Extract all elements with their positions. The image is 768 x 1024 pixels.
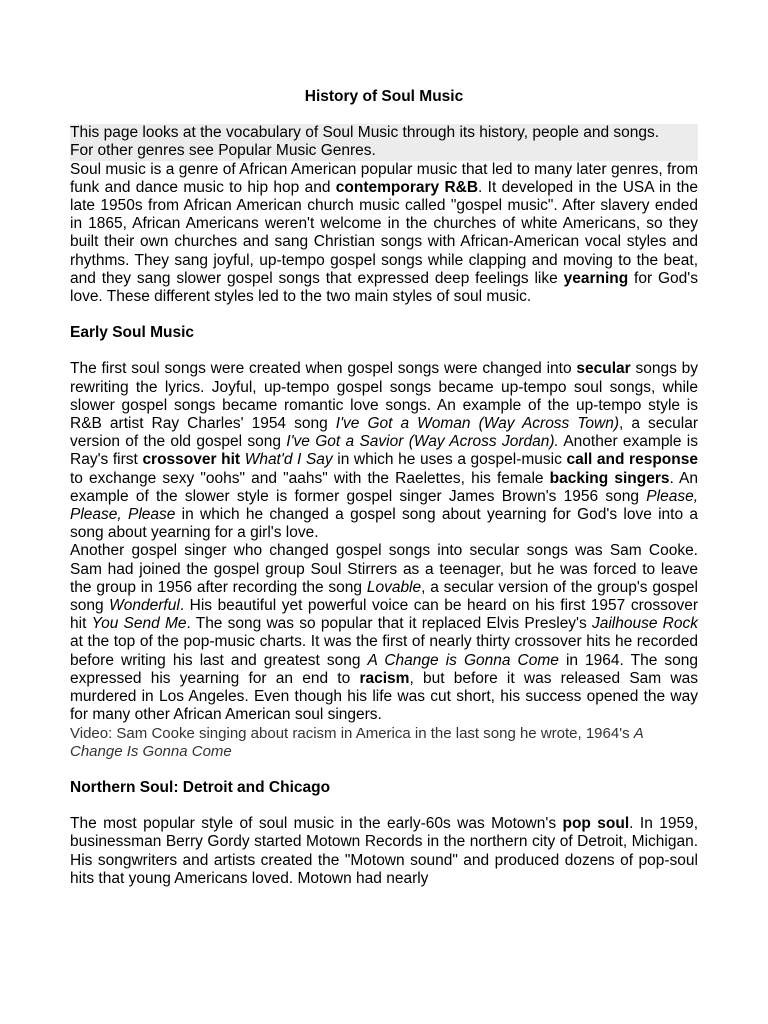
text: for God's love. These different styles led to the two main styles of soul music. (70, 269, 698, 306)
text: , a secular version of the old gospel song (70, 415, 698, 451)
text: Another gospel singer who changed gospel songs into secular songs was Sam Cooke. Sam had joined the gospel group Soul Stirrers as a teenager, but he was forced to leave the group in 1956 after recording the song (70, 542, 698, 596)
paragraph-sam-cooke (70, 542, 698, 724)
text: in which he changed a gospel song about yearning for God's love into a song about yearning for a girl's love. (70, 506, 698, 542)
song-title: Lovable (366, 578, 422, 596)
text: . His beautiful yet powerful voice can be heard on his first 1957 crossover hit (70, 597, 699, 633)
text: . In 1959, businessman Berry Gordy started Motown Records in the northern city of Detroit, Michigan. His songwriters and artists created the "Motown sound" and produced dozens of pop-soul hits that young Americans loved. Motown had nearly (70, 815, 699, 887)
text: . It developed in the USA in the late 1950s from African American church music called "gospel music". After slavery ended in 1865, African Americans weren't welcome in the churches of white Americans, so they built their own churches and sang Christian songs with African-American vocal styles and rhythms. They sang joyful, up-tempo gospel songs while clapping and moving to the beat, and they sang slower gospel songs that expressed deep feelings like (70, 178, 698, 287)
text: to exchange sexy "oohs" and "aahs" with the Raelettes, his female (70, 469, 550, 487)
song-title: Please, Please, Please (70, 487, 698, 524)
term: secular (576, 360, 631, 378)
text: . The song was so popular that it replaced Elvis Presley's (186, 615, 592, 633)
song-title: Jailhouse Rock (591, 615, 698, 633)
video-caption (70, 725, 698, 761)
text: The first soul songs were created when gospel songs were changed into (70, 360, 577, 378)
term: crossover hit (142, 451, 241, 469)
paragraph-early-soul (70, 360, 698, 542)
text: songs by rewriting the lyrics. Joyful, up-tempo gospel songs became up-tempo soul songs, while slower gospel songs became romantic love songs. An example of the up-tempo style is R&B artist Ray Charles' 1954 song (70, 360, 698, 433)
song-title: You Send Me (91, 615, 187, 633)
text: . An example of the slower style is former gospel singer James Brown's 1956 song (70, 469, 699, 505)
song-title: Wonderful (109, 597, 180, 615)
text: Soul music is a genre of African American popular music that led to many later genres, from funk and dance music to hip hop and (70, 160, 698, 196)
song-title: A Change Is Gonna Come (70, 724, 644, 760)
paragraph-intro (70, 161, 698, 307)
heading-early-soul: Early Soul Music (70, 324, 195, 342)
text: , but before it was released Sam was murdered in Los Angeles. Even though his life was cut short, his success opened the way for many other African American soul singers. (70, 669, 698, 724)
page-title: History of Soul Music (304, 88, 464, 105)
intro-block (70, 124, 698, 160)
term: racism (359, 669, 410, 687)
term: call and response (566, 451, 698, 469)
term: pop soul (562, 815, 630, 833)
term: backing singers (549, 469, 670, 487)
text: Video: Sam Cooke singing about racism in America in the last song he wrote, 1964's (70, 724, 634, 742)
text: in which he uses a gospel-music (332, 451, 567, 469)
text: in 1964. The song expressed his yearning for an end to (70, 651, 698, 687)
song-title: A Change is Gonna Come (367, 651, 559, 669)
intro-line: This page looks at the vocabulary of Soul Music through its history, people and songs. (70, 124, 660, 142)
song-title: I've Got a Woman (Way Across Town) (335, 415, 619, 433)
text: The most popular style of soul music in the early-60s was Motown's (70, 815, 563, 833)
text: Another example is Ray's first (70, 433, 699, 469)
term: yearning (563, 269, 629, 287)
term: contemporary R&B (335, 178, 479, 196)
text: at the top of the pop-music charts. It was the first of nearly thirty crossover hits he recorded before writing his last and greatest song (70, 633, 698, 669)
paragraph-northern-soul (70, 815, 698, 888)
heading-northern-soul: Northern Soul: Detroit and Chicago (70, 778, 331, 796)
song-title: What'd I Say (244, 451, 333, 469)
intro-line: For other genres see Popular Music Genres. (70, 142, 376, 160)
document-content (70, 88, 698, 888)
song-title: I've Got a Savior (Way Across Jordan). (286, 433, 559, 451)
text: , a secular version of the group's gospel song (70, 578, 698, 615)
